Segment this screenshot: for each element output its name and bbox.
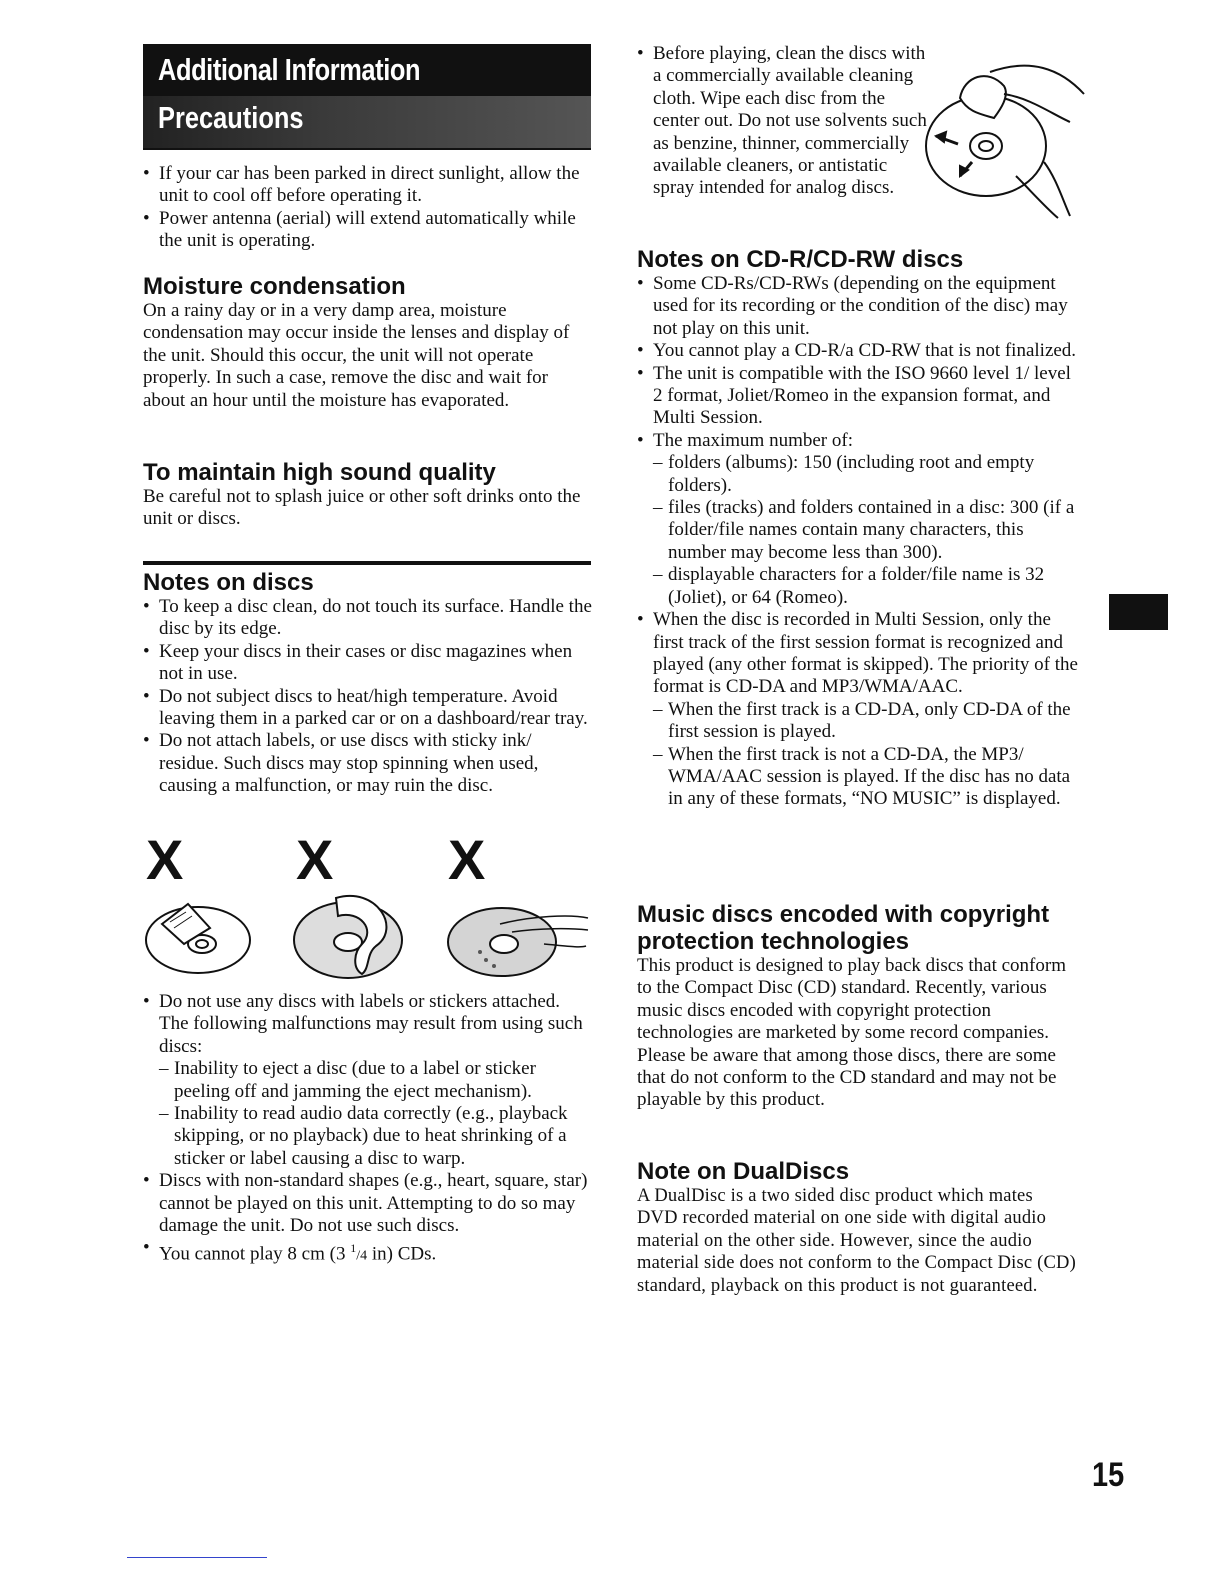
disc-cleaning-image xyxy=(920,58,1090,233)
list-item xyxy=(637,430,1082,609)
banner-subtitle: Precautions xyxy=(158,100,304,135)
section-divider xyxy=(143,561,591,565)
labels-section xyxy=(143,991,595,1268)
sound-text: Be careful not to splash juice or other soft drinks onto the unit or discs. xyxy=(143,486,581,530)
cross-mark-icon: X xyxy=(296,828,334,891)
list-item: • Discs with non-standard shapes (e.g., heart, square, star) cannot be played on this unit. Attempting to do so may damage the unit. Do not use such discs. xyxy=(143,1170,595,1237)
cdr-section xyxy=(637,246,1082,811)
section-tab-marker xyxy=(1109,594,1168,630)
dualdisc-heading: Note on DualDiscs xyxy=(637,1158,850,1185)
cm-text-post: in) CDs. xyxy=(367,1243,437,1265)
list-item: • The unit is compatible with the ISO 9660 level 1/ level 2 format, Joliet/Romeo in the expansion format, and Multi Session. xyxy=(637,363,1082,430)
list-item xyxy=(637,609,1082,811)
labels-followup: The following malfunctions may result from using such discs: xyxy=(159,1013,583,1057)
list-item: – Inability to read audio data correctly (e.g., playback skipping, or no playback) due to heat shrinking of a sticker or label causing a disc to warp. xyxy=(159,1103,595,1170)
dualdisc-text: A DualDisc is a two sided disc product which mates DVD recorded material on one side with digital audio material on the other side. However, since the audio material side does not conform to the Compact Disc (CD) standard, playback on this product is not guaranteed. xyxy=(637,1186,1076,1296)
list-item: • You cannot play a CD-R/a CD-RW that is not finalized. xyxy=(637,340,1082,362)
cdr-multisession-text: When the disc is recorded in Multi Session, only the first track of the first session format is recognized and played (any other format is skipped). The priority of the format is CD-DA and MP3/WMA/AAC. xyxy=(653,609,1078,698)
sticker-disc-icon xyxy=(294,896,402,978)
copyright-heading: Music discs encoded with copyright protection technologies xyxy=(637,901,1050,955)
list-item: – Inability to eject a disc (due to a label or sticker peeling off and jamming the eject mechanism). xyxy=(159,1058,595,1103)
list-item: – folders (albums): 150 (including root and empty folders). xyxy=(653,452,1082,497)
labeled-disc-icon xyxy=(146,904,250,973)
cdr-heading: Notes on CD-R/CD-RW discs xyxy=(637,246,964,273)
copyright-section xyxy=(637,901,1082,1112)
cleaning-section xyxy=(637,43,927,200)
moisture-heading: Moisture condensation xyxy=(143,273,406,300)
cm-text-sub: /4 xyxy=(356,1248,368,1264)
discs-section xyxy=(143,569,593,798)
list-item: • Before playing, clean the discs with a commercially available cleaning cloth. Wipe each disc from the center out. Do not use solvents such as benzine, thinner, commercially available cleaners, or antistatic spray intended for analog discs. xyxy=(637,43,927,200)
section-banner xyxy=(143,44,591,150)
list-item: – When the first track is not a CD-DA, the MP3/ WMA/AAC session is played. If the disc has no data in any of these formats, “NO MUSIC” is displayed. xyxy=(653,744,1082,811)
cm-text-pre: You cannot play 8 cm (3 xyxy=(159,1243,351,1265)
disc-illustrations-image xyxy=(140,888,600,990)
dirty-disc-icon xyxy=(448,908,588,976)
list-item: • Power antenna (aerial) will extend automatically while the unit is operating. xyxy=(143,208,588,253)
sound-section xyxy=(143,459,593,531)
list-item: • If your car has been parked in direct sunlight, allow the unit to cool off before operating it. xyxy=(143,163,588,208)
sound-heading: To maintain high sound quality xyxy=(143,459,496,486)
list-item xyxy=(143,991,595,1170)
list-item: • Do not subject discs to heat/high temperature. Avoid leaving them in a parked car or on a dashboard/rear tray. xyxy=(143,686,593,731)
cdr-max-label: The maximum number of: xyxy=(653,429,853,451)
banner-subtitle-bar xyxy=(143,96,591,148)
list-item: – When the first track is a CD-DA, only CD-DA of the first session is played. xyxy=(653,699,1082,744)
list-item: • Do not attach labels, or use discs with sticky ink/ residue. Such discs may stop spinning when used, causing a malfunction, or may ruin the disc. xyxy=(143,730,593,797)
labels-bullet: Do not use any discs with labels or stickers attached. xyxy=(159,991,561,1012)
page-number: 15 xyxy=(1092,1456,1125,1494)
list-item xyxy=(143,1237,595,1268)
list-item: • Some CD-Rs/CD-RWs (depending on the equipment used for its recording or the condition of the disc) may not play on this unit. xyxy=(637,273,1082,340)
moisture-section xyxy=(143,273,593,412)
discs-heading: Notes on discs xyxy=(143,569,314,596)
copyright-text: This product is designed to play back discs that conform to the Compact Disc (CD) standard. Recently, various music discs encoded with copyright protection technologies are marketed by some record companies. Please be aware that among those discs, there are some that do not conform to the CD standard and may not be playable by this product. xyxy=(637,955,1066,1111)
banner-title: Additional Information xyxy=(158,52,421,87)
cross-mark-icon: X xyxy=(146,828,184,891)
cross-mark-icon: X xyxy=(448,828,486,891)
moisture-text: On a rainy day or in a very damp area, moisture condensation may occur inside the lenses and display of the unit. Should this occur, the unit will not operate properly. In such a case, remove the disc and wait for about an hour until the moisture has evaporated. xyxy=(143,300,570,411)
list-item: • To keep a disc clean, do not touch its surface. Handle the disc by its edge. xyxy=(143,596,593,641)
list-item: • Keep your discs in their cases or disc magazines when not in use. xyxy=(143,641,593,686)
intro-list xyxy=(143,163,588,253)
list-item: – files (tracks) and folders contained in a disc: 300 (if a folder/file names contain many characters, this number may become less than 300). xyxy=(653,497,1082,564)
footer-rule xyxy=(127,1557,267,1558)
list-item: – displayable characters for a folder/file name is 32 (Joliet), or 64 (Romeo). xyxy=(653,564,1082,609)
cm-text-sup: 1 xyxy=(350,1241,357,1256)
dualdisc-section xyxy=(637,1158,1077,1297)
